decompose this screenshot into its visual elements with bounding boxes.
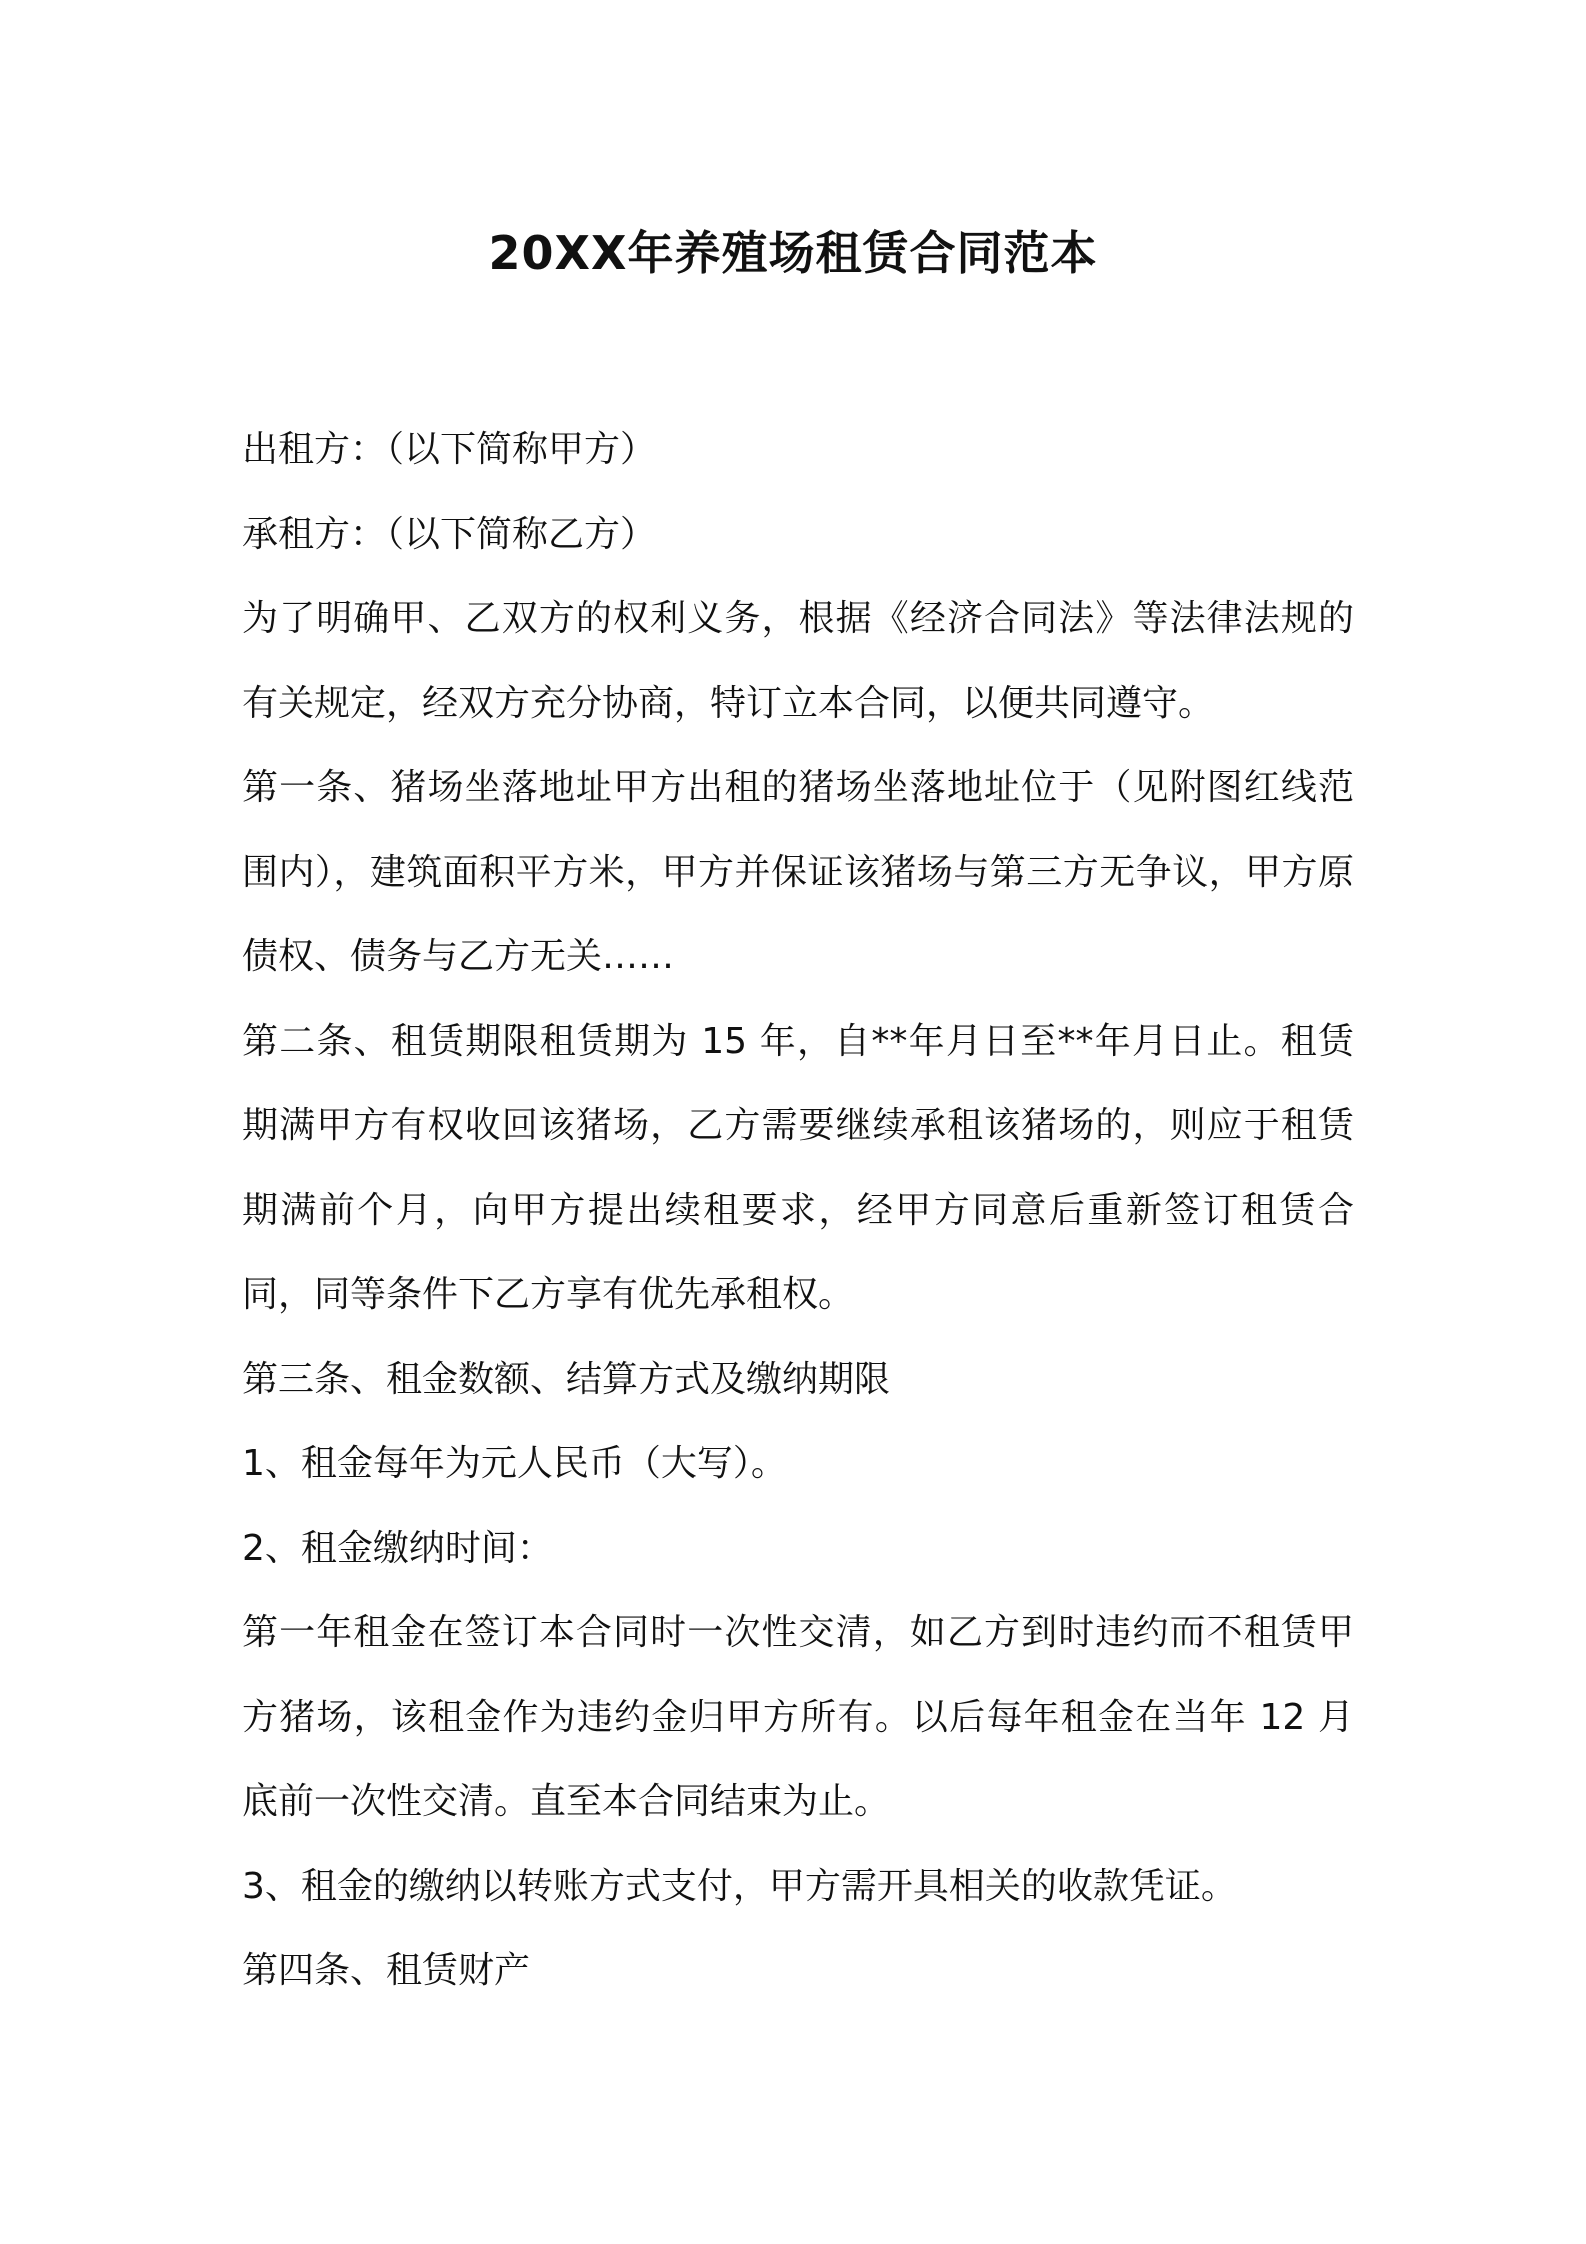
article-3-heading: 第三条、租金数额、结算方式及缴纳期限: [242, 1358, 891, 1400]
preamble-paragraph: 为了明确甲、乙双方的权利义务，根据《经济合同法》等法律法规的有关规定，经双方充分协商，特订立本合同，以便共同遵守。: [242, 598, 1354, 724]
document-title: 20XX年养殖场租赁合同范本: [488, 226, 1098, 280]
article-1-paragraph: 第一条、猪场坐落地址甲方出租的猪场坐落地址位于（见附图红线范围内），建筑面积平方米，甲方并保证该猪场与第三方无争议，甲方原债权、债务与乙方无关……: [242, 767, 1354, 977]
article-3-payment-paragraph: 第一年租金在签订本合同时一次性交清，如乙方到时违约而不租赁甲方猪场，该租金作为违约金归甲方所有。以后每年租金在当年 12 月底前一次性交清。直至本合同结束为止。: [242, 1612, 1354, 1822]
document-body: [242, 408, 1354, 2014]
lessor-line: 出租方：（以下简称甲方）: [242, 429, 657, 470]
lessee-line: 承租方：（以下简称乙方）: [242, 513, 657, 555]
article-3-item-3: 3、租金的缴纳以转账方式支付，甲方需开具相关的收款凭证。: [242, 1865, 1237, 1907]
article-2-paragraph: 第二条、租赁期限租赁期为 15 年，自**年月日至**年月日止。租赁期满甲方有权收回该猪场，乙方需要继续承租该猪场的，则应于租赁期满前个月，向甲方提出续租要求，经甲方同意后重新签订租赁合同，同等条件下乙方享有优先承租权。: [242, 1020, 1354, 1315]
article-3-item-2: 2、租金缴纳时间：: [242, 1527, 553, 1569]
article-4-heading: 第四条、租赁财产: [242, 1950, 531, 1991]
article-3-item-1: 1、租金每年为元人民币（大写）。: [242, 1443, 787, 1484]
